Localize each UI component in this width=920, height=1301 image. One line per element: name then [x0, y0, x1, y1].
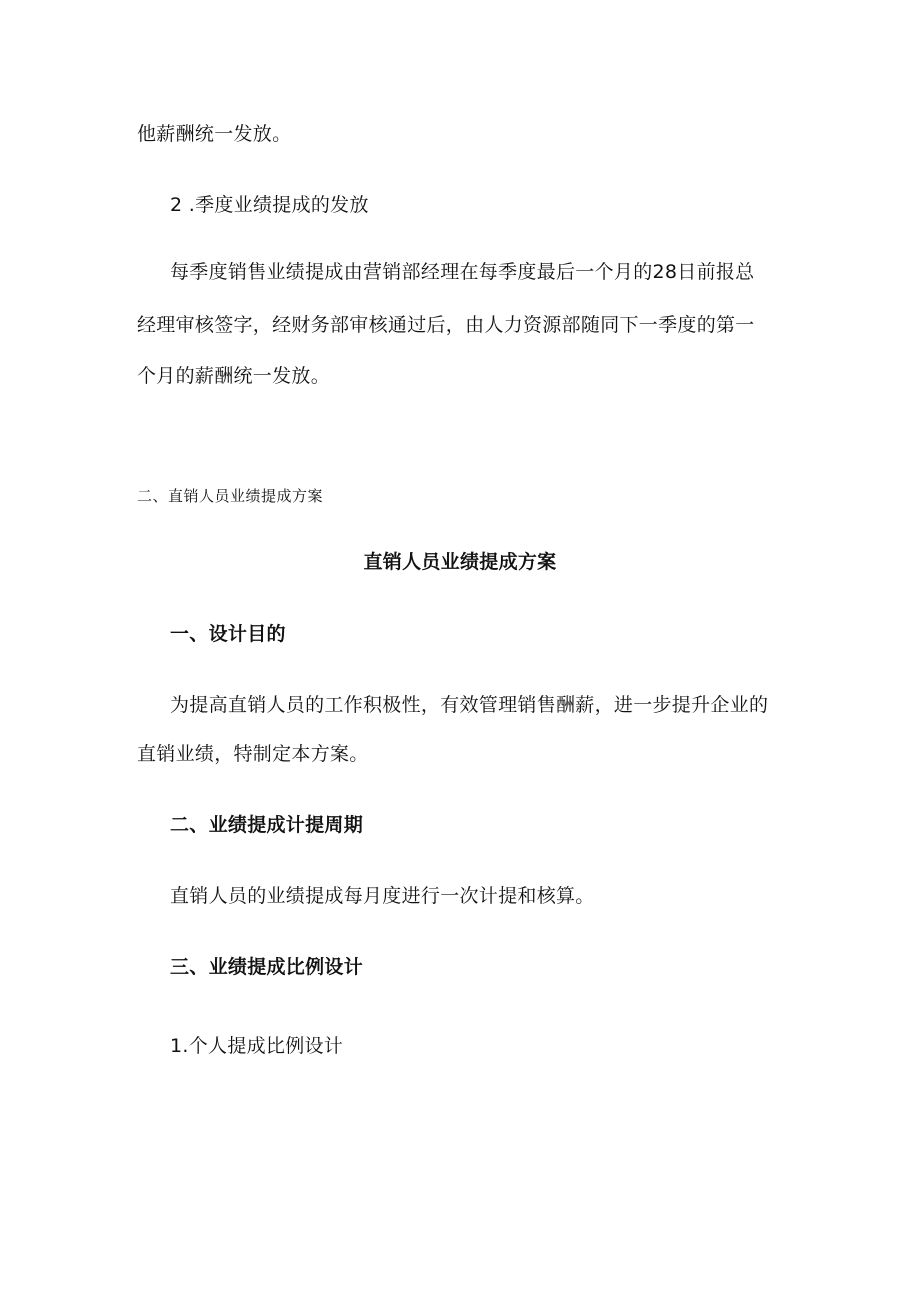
subheading-quarterly-bonus: 2 .季度业绩提成的发放: [170, 194, 369, 216]
heading-ratio-design: 三、业绩提成比例设计: [170, 956, 364, 978]
subheading-personal-ratio: 1.个人提成比例设计: [170, 1035, 344, 1057]
heading-accrual-cycle: 二、业绩提成计提周期: [170, 814, 364, 836]
heading-design-purpose: 一、设计目的: [170, 623, 286, 645]
paragraph-line: 经理审核签字，经财务部审核通过后，由人力资源部随同下一季度的第一: [137, 314, 755, 336]
paragraph-line: 直销人员的业绩提成每月度进行一次计提和核算。: [170, 885, 595, 907]
paragraph-line: 个月的薪酬统一发放。: [137, 365, 331, 387]
paragraph-line: 直销业绩，特制定本方案。: [137, 743, 369, 765]
section-label: 二、直销人员业绩提成方案: [137, 487, 324, 505]
paragraph-line: 他薪酬统一发放。: [137, 123, 292, 145]
paragraph-line: 每季度销售业绩提成由营销部经理在每季度最后一个月的28日前报总: [170, 261, 755, 283]
document-title: 直销人员业绩提成方案: [363, 551, 557, 573]
paragraph-line: 为提高直销人员的工作积极性，有效管理销售酬薪，进一步提升企业的: [170, 694, 769, 716]
